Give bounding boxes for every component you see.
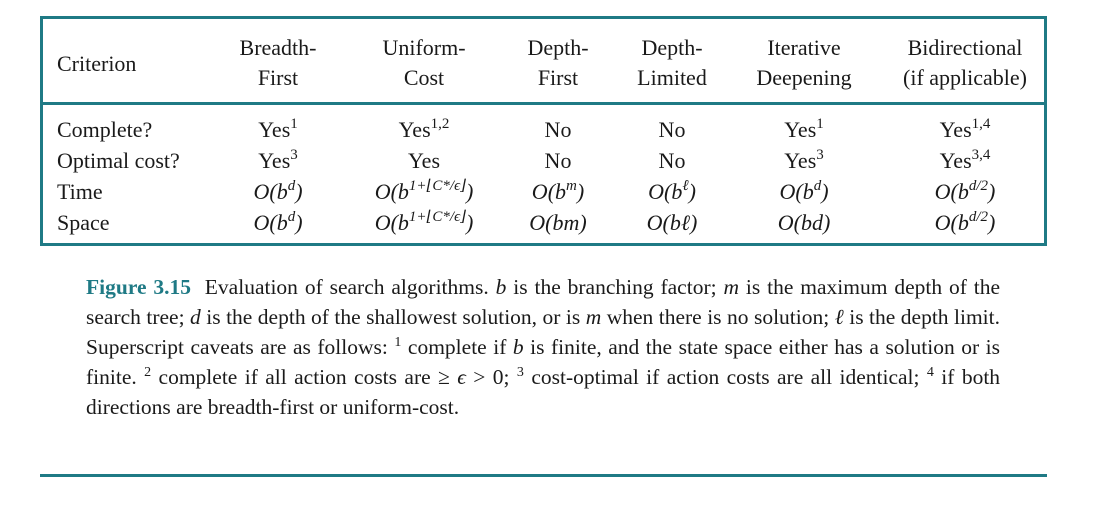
table-cell: O(bℓ) [646, 210, 698, 235]
table-cell: $O(b^m)$ [531, 178, 585, 204]
table-cell: No [658, 148, 686, 173]
table-cell: $O(b^{1+⌊C*/\epsilon⌋})$ [374, 209, 474, 235]
table-cell: No [658, 117, 686, 142]
header-divider [43, 102, 1044, 105]
figure-label: Figure 3.15 [86, 275, 192, 299]
table-cell: O(bm) [529, 210, 587, 235]
table-cell: $O(b^d)$ [779, 178, 829, 204]
row-label-optimal-cost: Optimal cost? [57, 148, 180, 173]
table-cell: Yes$^1$ [784, 116, 824, 142]
row-label-space: Space [57, 210, 110, 235]
column-header-depth-first: Depth- First [527, 35, 589, 90]
table-cell: $O(b^{1+⌊C*/\epsilon⌋})$ [374, 178, 474, 204]
figure-caption: Figure 3.15 Evaluation of search algorithms. b is the branching factor; m is the maximum depth of the search tree; d is the depth of the shallowest solution, or is m when there is no solution; ℓ is the depth limit. Superscript caveats are as follows: $^1$ complete if b is finite, and the state space either has a solution or is finite. $^2$ complete if all action costs are ≥ ϵ > 0; $^3$ cost-optimal if action costs are all identical; $^4$ if both directions are breadth-first or uniform-cost. [86, 275, 1001, 419]
column-header-depth-limited: Depth- Limited [637, 35, 707, 90]
table-cell: $O(b^{d/2})$ [934, 178, 996, 204]
table-cell: $O(b^d)$ [253, 178, 303, 204]
column-header-breadth-first: Breadth- First [239, 35, 317, 90]
column-header-uniform-cost: Uniform- Cost [382, 35, 466, 90]
table-cell: No [544, 148, 572, 173]
bottom-divider [40, 474, 1047, 477]
table-cell: Yes [407, 148, 441, 173]
table-cell: Yes$^{1,2}$ [398, 116, 450, 142]
table-cell: Yes$^{1,4}$ [939, 116, 991, 142]
table-cell: Yes$^3$ [258, 147, 298, 173]
table-cell: Yes$^{3,4}$ [939, 147, 991, 173]
column-header-bidirectional: Bidirectional (if applicable) [903, 35, 1027, 90]
table-cell: $O(b^{d/2})$ [934, 209, 996, 235]
table-cell: Yes$^1$ [258, 116, 298, 142]
corner-header: Criterion [57, 51, 137, 76]
row-label-time: Time [57, 179, 103, 204]
column-header-iterative-deepening: Iterative Deepening [756, 35, 852, 90]
row-label-complete: Complete? [57, 117, 153, 142]
table-cell: O(bd) [777, 210, 831, 235]
table-cell: No [544, 117, 572, 142]
table-cell: $O(b^d)$ [253, 209, 303, 235]
table-cell: Yes$^3$ [784, 147, 824, 173]
table-cell: $O(b^\ell)$ [648, 178, 696, 204]
comparison-table [40, 16, 1047, 246]
